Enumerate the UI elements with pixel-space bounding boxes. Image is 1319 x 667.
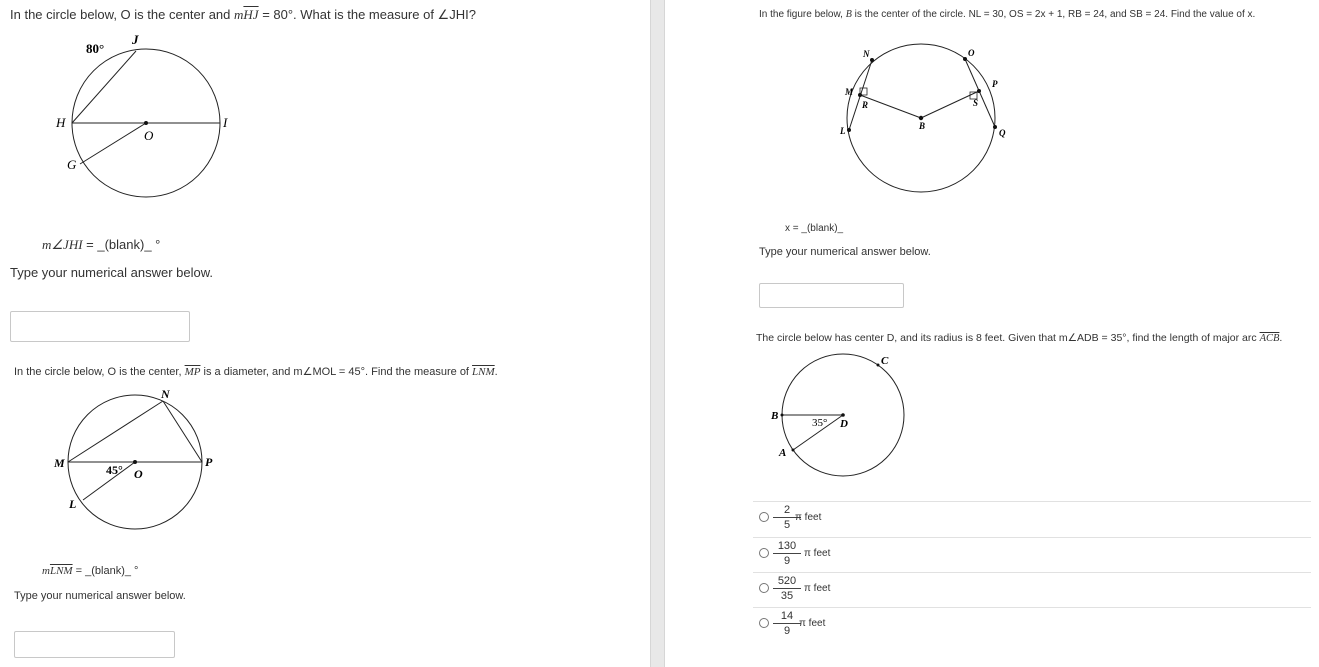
q2-prompt-end: .	[494, 366, 498, 378]
q4-circle-diagram	[765, 350, 915, 490]
option-unit: π feet	[804, 583, 831, 594]
q4-point-d: D	[840, 418, 848, 430]
q4-option-3[interactable]	[753, 572, 1311, 607]
q1-prompt-after: = 80°. What is the measure of ∠JHI?	[258, 7, 476, 22]
q3-blank-label: x = _(blank)_	[785, 223, 844, 234]
radio-button[interactable]	[759, 618, 769, 628]
q1-point-i: I	[223, 115, 228, 130]
radio-button[interactable]	[759, 583, 769, 593]
panel-divider	[650, 0, 665, 667]
q2-circle-diagram	[45, 385, 245, 535]
q4-point-c: C	[881, 355, 889, 367]
q1-blank-rest: = _(blank)_ °	[82, 237, 161, 252]
q3-point-p: P	[992, 79, 998, 89]
q2-point-p: P	[205, 455, 213, 469]
q2-prompt-before: In the circle below, O is the center,	[14, 366, 185, 378]
fraction: 14 9	[773, 610, 801, 637]
q3-center: B	[845, 9, 852, 20]
q4-prompt-end: .	[1279, 332, 1283, 344]
fraction: 2 5	[773, 504, 801, 531]
q4-option-2[interactable]	[753, 537, 1311, 572]
q1-blank-var: m∠JHI	[42, 237, 83, 252]
q4-angle-label: 35°	[812, 417, 828, 429]
q1-blank-label	[42, 237, 160, 253]
q1-m-prefix: m	[234, 7, 244, 22]
q3-instruction: Type your numerical answer below.	[759, 246, 931, 258]
q3-prompt-before: In the figure below,	[759, 9, 846, 20]
q4-point-b: B	[771, 410, 779, 422]
radio-button[interactable]	[759, 512, 769, 522]
q3-point-l: L	[840, 126, 846, 136]
q3-prompt-after: is the center of the circle. NL = 30, OS = 2x + 1, RB = 24, and SB = 24. Find the value of x.	[851, 9, 1256, 20]
q2-diameter-label: $\overline{MP}$	[184, 366, 201, 378]
q1-instruction: Type your numerical answer below.	[10, 265, 214, 280]
q2-instruction: Type your numerical answer below.	[14, 590, 186, 602]
q2-point-l: L	[69, 497, 77, 511]
q1-point-o: O	[144, 128, 154, 143]
q1-prompt	[10, 7, 476, 23]
q1-prompt-before: In the circle below, O is the center and	[10, 7, 235, 22]
q4-prompt	[756, 332, 1282, 344]
option-unit: π feet	[795, 512, 822, 523]
q1-answer-input[interactable]	[10, 311, 190, 342]
fraction: 130 9	[773, 540, 801, 567]
q2-prompt	[14, 365, 498, 378]
q3-prompt	[759, 9, 1255, 20]
q1-point-j: J	[132, 32, 139, 47]
option-unit: π feet	[804, 548, 831, 559]
q3-point-m: M	[845, 87, 854, 97]
q4-option-1[interactable]	[753, 501, 1311, 536]
q3-point-s: S	[973, 98, 979, 108]
q1-arc-label: $\overline{HJ}$	[243, 7, 259, 22]
q4-option-4[interactable]	[753, 607, 1311, 642]
q2-point-o: O	[134, 467, 143, 481]
fraction: 520 35	[773, 575, 801, 602]
q4-prompt-before: The circle below has center D, and its radius is 8 feet. Given that m∠ADB = 35°, find the length of major arc	[756, 332, 1260, 344]
q3-point-r: R	[862, 100, 869, 110]
q3-point-n: N	[863, 49, 870, 59]
q4-point-a: A	[779, 447, 787, 459]
q1-circle-diagram	[40, 30, 240, 205]
q2-blank-label	[42, 565, 138, 577]
q1-point-h: H	[56, 115, 66, 130]
option-unit: π feet	[799, 618, 826, 629]
q3-point-b: B	[919, 121, 926, 131]
q3-point-q: Q	[999, 128, 1006, 138]
q2-blank-m: m	[42, 565, 50, 577]
q3-point-o: O	[968, 48, 975, 58]
q2-arc-label: $\overline{LNM}$	[472, 366, 495, 378]
q1-point-g: G	[67, 157, 77, 172]
q3-answer-input[interactable]	[759, 283, 904, 308]
q2-angle-label: 45°	[106, 463, 123, 477]
q4-arc-label: $\overline{ACB}$	[1259, 333, 1280, 344]
q2-blank-rest: = _(blank)_ °	[72, 565, 139, 577]
q3-circle-diagram	[825, 36, 1025, 198]
q1-angle-label: 80°	[86, 41, 105, 56]
left-question-panel	[0, 0, 650, 667]
q2-point-m: M	[54, 456, 65, 470]
radio-button[interactable]	[759, 548, 769, 558]
q2-point-n: N	[161, 387, 170, 401]
right-question-panel	[665, 0, 1319, 667]
q2-answer-input[interactable]	[14, 631, 175, 658]
q2-prompt-mid: is a diameter, and m∠MOL = 45°. Find the measure of	[200, 366, 473, 378]
q2-blank-arc: $\overline{LNM}$	[49, 565, 73, 577]
